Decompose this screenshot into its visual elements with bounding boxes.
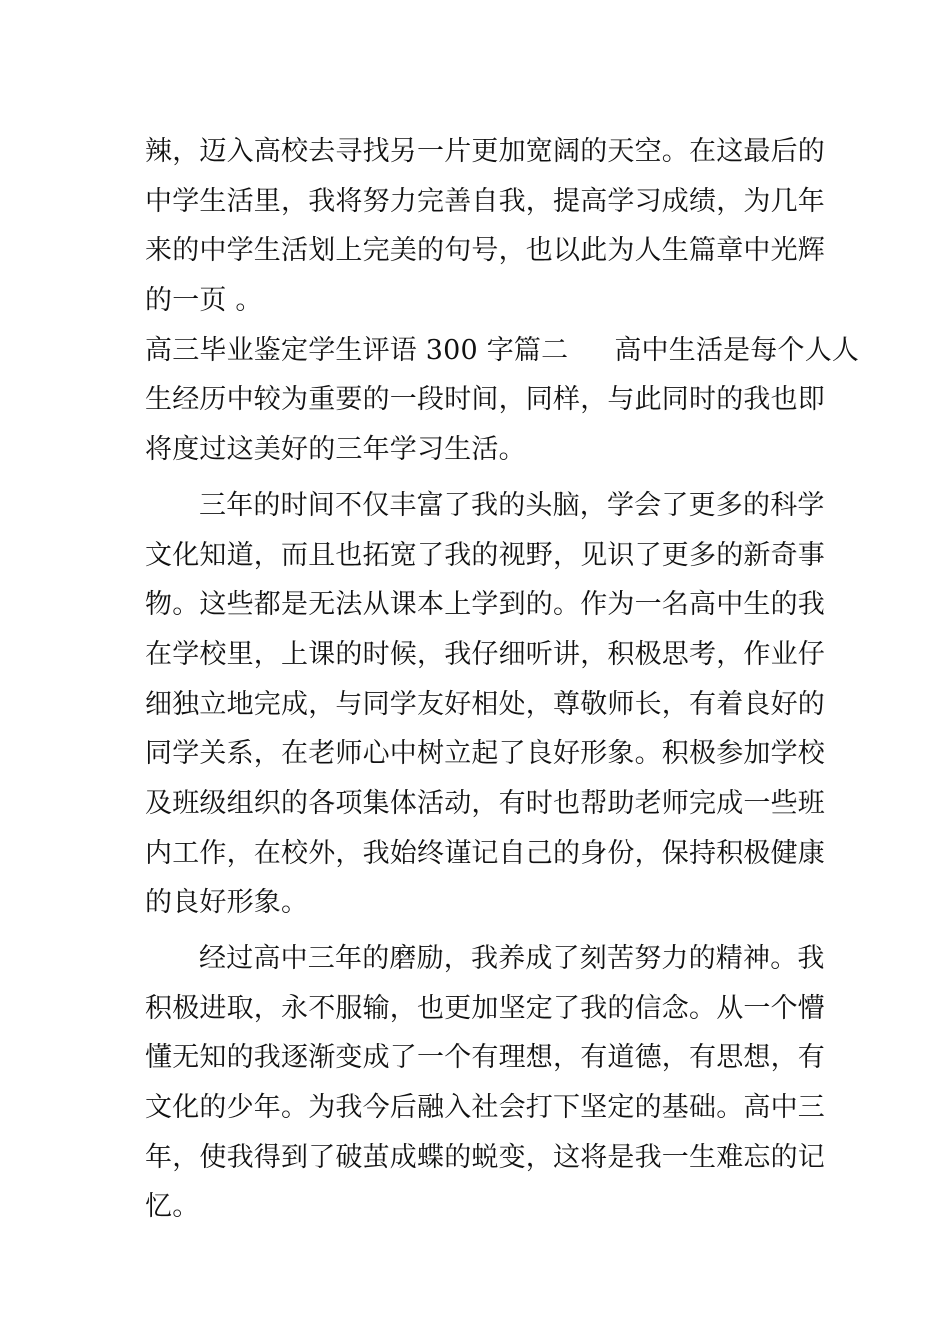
paragraph-line: 辣，迈入高校去寻找另一片更加宽阔的天空。在这最后的: [145, 136, 825, 167]
paragraph-line: 文化的少年。为我今后融入社会打下坚定的基础。高中三: [145, 1092, 825, 1124]
paragraph-line: 三年的时间不仅丰富了我的头脑，学会了更多的科学: [199, 489, 825, 521]
paragraph-line: 来的中学生活划上完美的句号，也以此为人生篇章中光辉: [145, 235, 825, 267]
paragraph-line: 内工作，在校外，我始终谨记自己的身份，保持积极健康: [145, 837, 825, 869]
paragraph-line: 及班级组织的各项集体活动，有时也帮助老师完成一些班: [145, 787, 825, 819]
paragraph-line: 经过高中三年的磨励，我养成了刻苦努力的精神。我: [199, 943, 825, 974]
paragraph-line: 的一页 。: [145, 285, 263, 317]
paragraph-line: 将度过这美好的三年学习生活。: [145, 434, 526, 466]
paragraph-line: 懂无知的我逐渐变成了一个有理想，有道德，有思想，有: [145, 1042, 825, 1074]
paragraph-line: 文化知道，而且也拓宽了我的视野，见识了更多的新奇事: [145, 539, 825, 571]
paragraph-line: 中学生活里，我将努力完善自我，提高学习成绩，为几年: [145, 185, 825, 217]
paragraph-lead: 高中生活是每个人人: [614, 334, 860, 366]
section-heading: 高三毕业鉴定学生评语 300 字篇二: [145, 334, 569, 366]
paragraph-line: 物。这些都是无法从课本上学到的。作为一名高中生的我: [145, 589, 825, 621]
paragraph-line: 在学校里，上课的时候，我仔细听讲，积极思考，作业仔: [145, 638, 825, 670]
paragraph-line: 积极进取，永不服输，也更加坚定了我的信念。从一个懵: [145, 992, 825, 1024]
document-body: [145, 127, 860, 1232]
paragraph-line: 生经历中较为重要的一段时间，同样，与此同时的我也即: [145, 384, 825, 416]
paragraph-line: 细独立地完成，与同学友好相处，尊敬师长，有着良好的: [145, 688, 825, 720]
section-heading-line: [145, 326, 860, 376]
paragraph-line: 同学关系，在老师心中树立起了良好形象。积极参加学校: [145, 738, 825, 770]
paragraph-line: 年，使我得到了破茧成蝶的蜕变，这将是我一生难忘的记: [145, 1141, 825, 1173]
paragraph-line: 的良好形象。: [145, 887, 309, 919]
paragraph-line: 忆。: [145, 1191, 200, 1223]
